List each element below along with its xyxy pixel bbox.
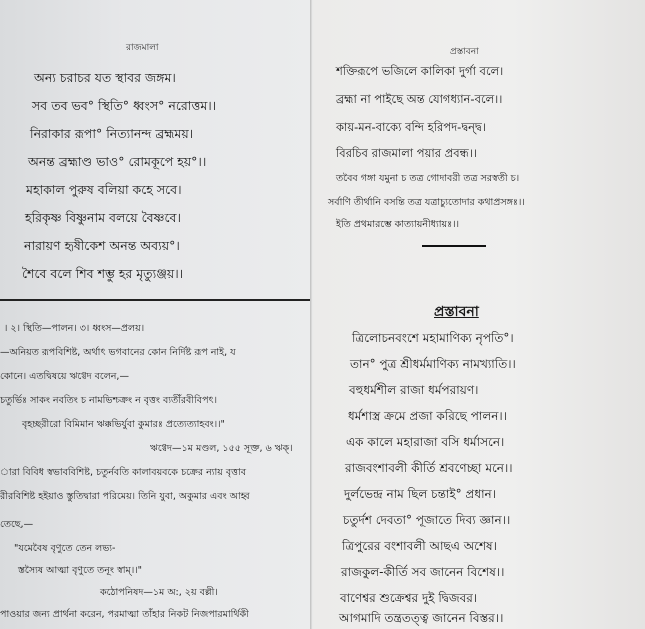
verse-line: বাণেশ্বর শুক্রেশ্বর দুই দ্বিজবর। bbox=[340, 591, 478, 605]
verse-line: এক কালে মহারাজা বসি ধর্মাসনে। bbox=[346, 435, 505, 449]
verse-line: কায়-মন-বাক্যে বন্দি হরিপদ-দ্বন্দ্ব। bbox=[336, 120, 486, 134]
footnote-line: রীরবিশিষ্ট হইয়াও স্তুতিদ্বারা পরিমেয়। তিনি যুবা, অকুমার এবং আহ্ব bbox=[0, 491, 250, 502]
verse-line: শৈবে বলে শিব শম্ভু হর মৃত্যুঞ্জয়।। bbox=[22, 266, 184, 281]
verse-line: রাজবংশাবলী কীর্তি শ্রবণেচ্ছা মনে।। bbox=[345, 461, 513, 475]
left-page bbox=[0, 0, 312, 629]
verse-line: ধর্মশাস্ত্র ক্রমে প্রজা করিছে পালন।। bbox=[348, 409, 508, 423]
footnote-divider bbox=[0, 299, 312, 301]
left-verse-block bbox=[0, 0, 312, 300]
verse-line: তবৈব গঙ্গা যমুনা চ তত্র গোদাবরী তত্র সরস্বতী চ। bbox=[336, 173, 520, 184]
verse-line: নিরাকার রূপা° নিত্যানন্দ ব্রহ্মময়। bbox=[30, 126, 194, 141]
footnote-line: কোনে। এতদ্বিষয়ে ঋগ্বেদ বলেন,— bbox=[0, 371, 129, 382]
verse-line: অনন্ত ব্রহ্মাণ্ড ভাও° রোমকূপে হয়°।। bbox=[28, 154, 207, 169]
footnote-line: কঠোপনিষদ—১ম অ:, ২য় বল্লী। bbox=[100, 587, 218, 598]
verse-line: সর্বাণি তীর্থানি বসন্তি তত্র যত্রাচ্যুতোদার কথাপ্রসঙ্গঃ।। bbox=[328, 197, 525, 208]
footnote-line: ঋগ্বেদ—১ম মণ্ডল, ১৫৫ সূক্ত, ৬ ঋক্। bbox=[150, 443, 293, 454]
section-heading: প্রস্তাবনা bbox=[434, 304, 479, 320]
verse-line: বিরচিব রাজমালা পয়ার প্রবন্ধ।। bbox=[336, 146, 478, 160]
footnote-line: পাওয়ার জন্য প্রার্থনা করেন, পরমাত্মা তাঁহার নিকট নিজপারমার্থিকী bbox=[0, 609, 249, 620]
verse-line: দুর্লভেন্দ্র নাম ছিল চন্তাই° প্রধান। bbox=[344, 487, 497, 501]
footnote-line: বৃহচ্ছরীরো বিমিমান ঋক্কভির্যুবা কুমারঃ প্রত্যেত্যাহবং।।" bbox=[22, 419, 225, 430]
verse-line: ব্রহ্মা না পাইছে অন্ত যোগধ্যান-বলে।। bbox=[336, 92, 503, 106]
footnotes bbox=[0, 318, 312, 629]
footnote-line: তেছে,— bbox=[0, 519, 34, 530]
footnote-line: স্তস্যৈষ আত্মা বৃণুতে তনূং স্বাম্।।" bbox=[18, 565, 142, 576]
verse-line: চতুর্দশ দেবতা° পূজাতে দিব্য জ্ঞান।। bbox=[343, 513, 511, 527]
verse-line: সব তব ভব° স্থিতি° ধ্বংস° নরোত্তম।। bbox=[32, 98, 217, 113]
verse-line: তান° পুত্র শ্রীধর্মমাণিক্য নামখ্যাতি।। bbox=[350, 357, 516, 371]
verse-line: বহুধর্মশীল রাজা ধর্মপরায়ণ। bbox=[349, 383, 479, 397]
footnote-line: চতুর্ভিঃ সাকং নবতিং চ নামভিশ্চক্রং ন বৃত্তং ব্যতীঁরবীবিপৎ। bbox=[0, 395, 217, 406]
footnote-line: ারা বিবিধ স্বভাববিশিষ্ট, চতুর্নবতি কালাবয়বকে চক্রের ন্যায় বৃত্তাব bbox=[0, 467, 247, 478]
verse-line: ইতি প্রথমারম্ভে কাত্যায়নীধ্যায়ঃ।। bbox=[336, 219, 459, 230]
right-section-verse-block bbox=[314, 0, 645, 629]
footnote-line: । ২। স্থিতি—পালন। ৩। ধ্বংস—প্রলয়। bbox=[4, 323, 145, 334]
verse-line: ত্রিলোচনবংশে মহামাণিক্য নৃপতি°। bbox=[352, 331, 514, 345]
right-running-head: প্রস্তাবনা bbox=[450, 47, 479, 57]
left-running-head: রাজমালা bbox=[126, 43, 159, 53]
footnote-line: "যমেবৈষ বৃণুতে তেন লভ্য- bbox=[14, 543, 116, 554]
verse-line: আগমাদি তন্ত্রতত্ত্ব জানেন বিস্তর।। bbox=[339, 611, 504, 625]
verse-line: ত্রিপুরের বংশাবলী আছএ অশেষ। bbox=[342, 539, 497, 553]
verse-line: অন্য চরাচর যত স্থাবর জঙ্গম। bbox=[34, 70, 176, 85]
verse-line: নারায়ণ হৃষীকেশ অনন্ত অব্যয়°। bbox=[24, 238, 180, 253]
verse-line: রাজকুল-কীর্তি সব জানেন বিশেষ।। bbox=[341, 565, 505, 579]
verse-line: মহাকাল পুরুষ বলিয়া কহে সবে। bbox=[26, 182, 182, 197]
footnote-line: —অনিয়ত রূপবিশিষ্ট, অর্থাৎ ভগবানের কোন নির্দিষ্ট রূপ নাই, য bbox=[0, 347, 236, 358]
right-page bbox=[314, 0, 645, 629]
verse-line: শক্তিরূপে ভজিলে কালিকা দুর্গা বলে। bbox=[336, 64, 504, 78]
verse-line: হরিকৃষ্ণ বিষ্ণুনাম বলয়ে বৈষ্ণবে। bbox=[25, 210, 181, 225]
